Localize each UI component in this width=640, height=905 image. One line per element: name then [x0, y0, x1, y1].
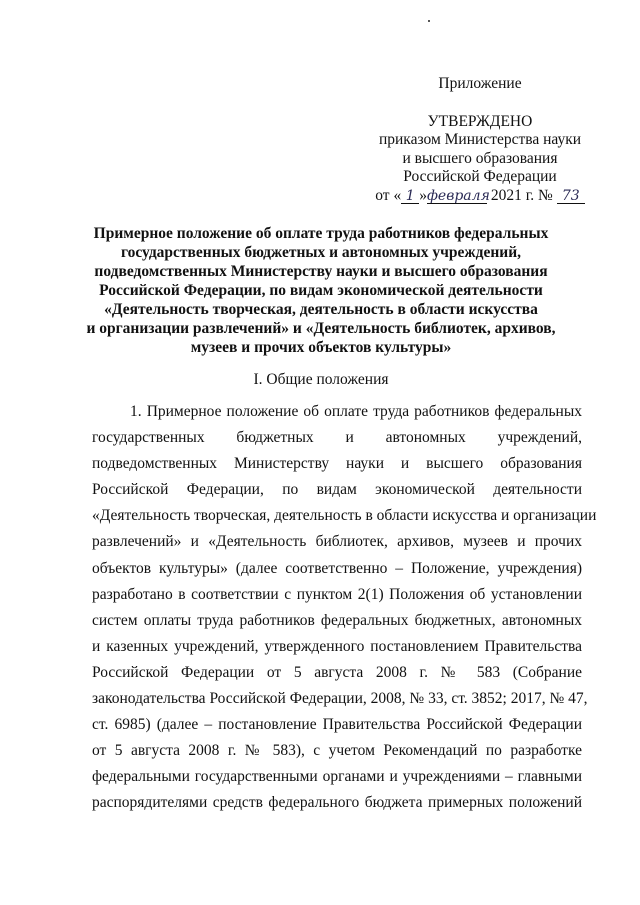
appendix-label: Приложение — [438, 75, 522, 92]
body-line: ст. 6985) (далее – постановление Правительства Российской Федерации — [92, 716, 582, 734]
order-line — [360, 187, 600, 206]
body-line: и казенных учреждений, утвержденного постановлением Правительства — [92, 637, 582, 655]
body-line: законодательства Российской Федерации, 2008, № 33, ст. 3852; 2017, № 47, — [92, 690, 588, 708]
body-line: Российской Федерации от 5 августа 2008 г. № 583 (Собрание — [92, 663, 582, 681]
body-line: от 5 августа 2008 г. № 583), с учетом Рекомендаций по разработке — [92, 742, 582, 760]
title-line: государственных бюджетных и автономных учреждений, — [120, 244, 522, 261]
order-prefix: от « — [375, 186, 402, 204]
scan-speck — [428, 20, 430, 22]
handwritten-order-number: 73 — [557, 189, 585, 204]
body-line: разработано в соответствии с пунктом 2(1) Положения об установлении — [92, 585, 582, 603]
title-line: музеев и прочих объектов культуры» — [190, 339, 452, 356]
body-line: систем оплаты труда работников федеральных бюджетных, автономных — [92, 611, 582, 629]
title-line: Российской Федерации, по видам экономической деятельности — [99, 282, 543, 299]
handwritten-month: февраля — [426, 187, 490, 204]
section-heading: I. Общие положения — [253, 371, 389, 388]
title-line: подведомственных Министерству науки и высшего образования — [94, 263, 548, 280]
approved-label: УТВЕРЖДЕНО — [427, 112, 533, 130]
body-line: «Деятельность творческая, деятельность в области искусства и организации — [92, 507, 597, 525]
body-line: развлечений» и «Деятельность библиотек, архивов, музеев и прочих — [92, 533, 582, 551]
body-line: федеральными государственными органами и учреждениями – главными — [92, 768, 582, 786]
title-line: и организации развлечений» и «Деятельность библиотек, архивов, — [86, 320, 556, 337]
body-line: объектов культуры» (далее соответственно – Положение, учреждения) — [92, 559, 582, 577]
body-line: подведомственных Министерству науки и высшего образования — [92, 455, 582, 473]
body-paragraph — [92, 399, 597, 817]
approval-block — [360, 75, 600, 205]
body-line: государственных бюджетных и автономных учреждений, — [92, 429, 582, 447]
approval-line-2: и высшего образования — [402, 149, 558, 167]
order-year: 2021 г. № — [490, 186, 553, 204]
body-line: 1. Примерное положение об оплате труда работников федеральных — [130, 403, 582, 420]
approval-line-1: приказом Министерства науки — [378, 131, 582, 148]
handwritten-day: 1 — [401, 189, 419, 204]
order-mid: » — [419, 186, 427, 204]
title-line: «Деятельность творческая, деятельность в области искусства — [104, 301, 538, 318]
document-title — [80, 224, 562, 357]
title-line: Примерное положение об оплате труда работников федеральных — [93, 225, 549, 242]
body-line: Российской Федерации, по видам экономической деятельности — [92, 481, 582, 499]
body-line: распорядителями средств федерального бюджета примерных положений — [92, 794, 582, 812]
approval-line-3: Российской Федерации — [403, 168, 557, 185]
